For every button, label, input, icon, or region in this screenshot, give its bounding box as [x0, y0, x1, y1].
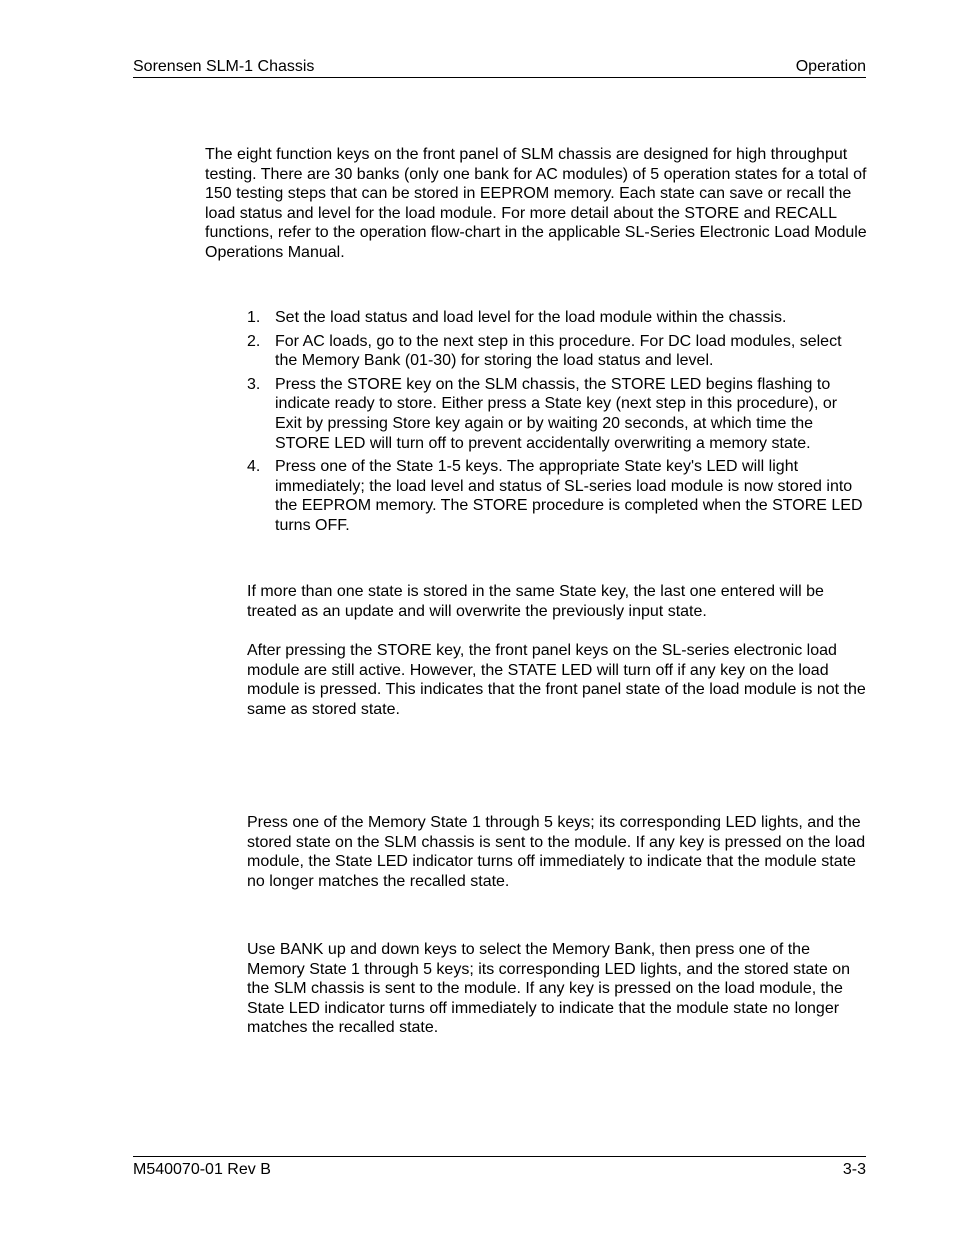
step-text: For AC loads, go to the next step in this procedure. For DC load modules, select the Memory Bank (01-30) for storing the load status and level. — [275, 332, 842, 370]
step-number: 4. — [247, 458, 261, 476]
list-item — [247, 308, 867, 328]
page-header — [133, 56, 866, 78]
header-section-title: Operation — [795, 58, 866, 75]
header-document-title: Sorensen SLM-1 Chassis — [133, 58, 315, 75]
store-note-front-panel: After pressing the STORE key, the front panel keys on the SL-series electronic load module are still active. However, the STATE LED will turn off if any key on the load module is pressed. This indicates that the front panel state of the load module is not the same as stored state. — [247, 642, 866, 718]
store-steps-list — [247, 308, 867, 540]
step-number: 1. — [247, 309, 261, 326]
step-text: Press the STORE key on the SLM chassis, the STORE LED begins flashing to indicate ready to store. Either press a State key (next step in this procedure), or Exit by pressing Store key again or by waiting 20 seconds, at which time the STORE LED will turn off to prevent accidentally overwriting a memory state. — [275, 375, 838, 452]
list-item — [247, 457, 867, 535]
step-text: Press one of the State 1-5 keys. The appropriate State key's LED will light immediately; the load level and status of SL-series load module is now stored into the EEPROM memory. The STORE procedure is completed when the STORE LED turns OFF. — [275, 458, 863, 534]
recall-ac-paragraph: Press one of the Memory State 1 through 5 keys; its corresponding LED lights, and the stored state on the SLM chassis is sent to the module. If any key is pressed on the load module, the State LED indicator turns off immediately to indicate that the module state no longer matches the recalled state. — [247, 814, 866, 890]
store-note-update: If more than one state is stored in the same State key, the last one entered will be treated as an update and will overwrite the previously input state. — [247, 583, 824, 620]
footer-page-number: 3-3 — [842, 1161, 866, 1178]
list-item — [247, 375, 867, 453]
footer-document-number: M540070-01 Rev B — [133, 1161, 271, 1178]
page-footer — [133, 1156, 866, 1178]
recall-dc-paragraph: Use BANK up and down keys to select the Memory Bank, then press one of the Memory State 1 through 5 keys; its corresponding LED lights, and the stored state on the SLM chassis is sent to the module. If any key is pressed on the load module, the State LED indicator turns off immediately to indicate that the module state no longer matches the recalled state. — [247, 941, 850, 1037]
intro-paragraph: The eight function keys on the front panel of SLM chassis are designed for high throughput testing. There are 30 banks (only one bank for AC modules) of 5 operation states for a total of 150 testing steps that can be stored in EEPROM memory. Each state can save or recall the load status and level for the load module. For more detail about the STORE and RECALL functions, refer to the operation flow-chart in the applicable SL-Series Electronic Load Module Operations Manual. — [205, 146, 867, 261]
step-text: Set the load status and load level for the load module within the chassis. — [275, 309, 787, 326]
step-number: 3. — [247, 375, 261, 393]
step-number: 2. — [247, 332, 261, 350]
list-item — [247, 332, 867, 371]
